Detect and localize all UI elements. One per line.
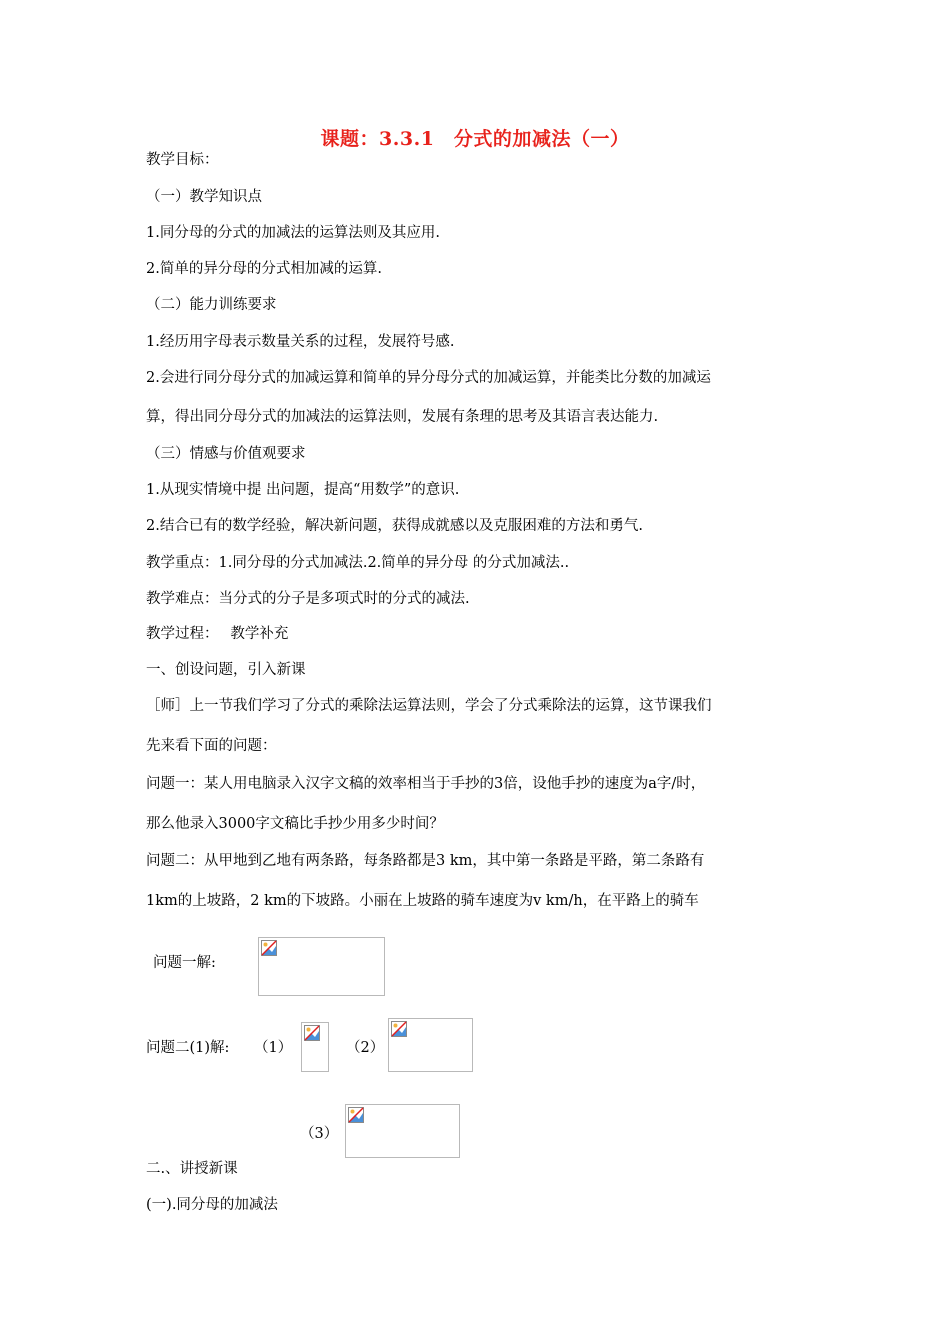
q2-part3-formula-image [345, 1104, 460, 1158]
text-line: 教学难点：当分式的分子是多项式时的分式的减法. [146, 591, 470, 607]
broken-image-icon [261, 940, 277, 956]
broken-image-icon [304, 1025, 320, 1041]
q1-answer-label: 问题一解: [153, 955, 216, 971]
text-line: 2.结合已有的数学经验，解决新问题，获得成就感以及克服困难的方法和勇气. [146, 518, 643, 534]
text-line: 那么他录入3000字文稿比手抄少用多少时间？ [146, 816, 444, 832]
text-line: 教学目标： [146, 152, 219, 168]
text-line: （二）能力训练要求 [146, 297, 277, 313]
q2-part2-formula-image [388, 1018, 473, 1072]
text-line: 2.简单的异分母的分式相加减的运算. [146, 261, 382, 277]
part-1-label: （1） [254, 1040, 293, 1056]
text-line: 算，得出同分母分式的加减法的运算法则，发展有条理的思考及其语言表达能力. [146, 409, 659, 425]
text-line: 先来看下面的问题： [146, 738, 277, 754]
text-line: （三）情感与价值观要求 [146, 446, 306, 462]
text-line: 问题二：从甲地到乙地有两条路，每条路都是3 km，其中第一条路是平路，第二条路有 [146, 853, 705, 869]
q2-answer-label: 问题二(1)解: [146, 1040, 230, 1056]
text-line: ［师］上一节我们学习了分式的乘除法运算法则，学会了分式乘除法的运算，这节课我们 [146, 698, 712, 714]
text-line: 2.会进行同分母分式的加减运算和简单的异分母分式的加减运算，并能类比分数的加减运 [146, 370, 711, 386]
subsection-heading: (一).同分母的加减法 [146, 1197, 278, 1213]
page-title: 课题：3.3.1 分式的加减法（一） [320, 128, 630, 150]
broken-image-icon [348, 1107, 364, 1123]
part-2-label: （2） [346, 1040, 385, 1056]
text-line: 教学重点：1.同分母的分式加减法.2.简单的异分母 的分式加减法.. [146, 555, 570, 571]
text-line: 1km的上坡路，2 km的下坡路。小丽在上坡路的骑车速度为v km/h，在平路上的骑车 [146, 893, 699, 909]
text-line: 教学过程： 教学补充 [146, 626, 289, 642]
q2-part1-formula-image [301, 1022, 329, 1072]
q1-formula-image [258, 937, 385, 996]
broken-image-icon [391, 1021, 407, 1037]
text-line: 一、创设问题，引入新课 [146, 662, 306, 678]
section-heading: 二.、讲授新课 [146, 1161, 238, 1177]
part-3-label: （3） [300, 1126, 339, 1142]
text-line: 1.从现实情境中提 出问题，提高“用数学”的意识. [146, 482, 460, 498]
text-line: 1.经历用字母表示数量关系的过程，发展符号感. [146, 334, 455, 350]
text-line: 1.同分母的分式的加减法的运算法则及其应用. [146, 225, 440, 241]
text-line: 问题一：某人用电脑录入汉字文稿的效率相当于手抄的3倍，设他手抄的速度为a字/时， [146, 776, 706, 792]
text-line: （一）教学知识点 [146, 189, 262, 205]
